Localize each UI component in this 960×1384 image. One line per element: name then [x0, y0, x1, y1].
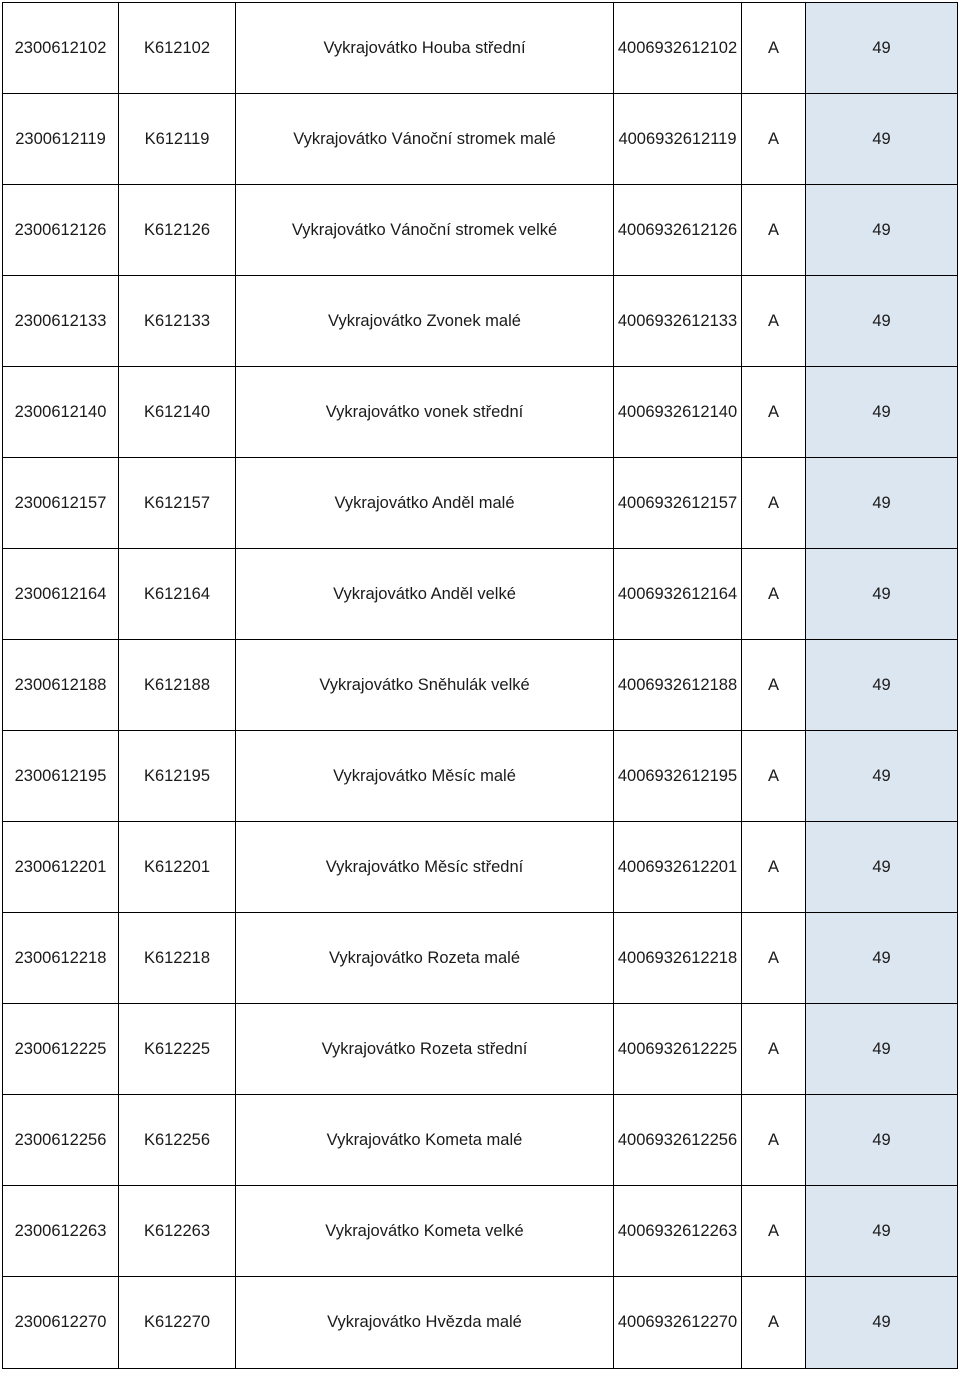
- price-cell: 49: [806, 640, 958, 731]
- table-row: [3, 731, 958, 822]
- ean-cell: 4006932612126: [614, 185, 742, 276]
- product-name-cell: Vykrajovátko Rozeta malé: [236, 913, 614, 1004]
- table-row: [3, 3, 958, 94]
- product-code-cell: K612256: [119, 1095, 236, 1186]
- class-cell: A: [742, 822, 806, 913]
- table-row: [3, 1095, 958, 1186]
- item-number-cell: 2300612164: [3, 549, 119, 640]
- class-cell: A: [742, 94, 806, 185]
- product-code-cell: K612201: [119, 822, 236, 913]
- table-body: [3, 3, 958, 1369]
- ean-cell: 4006932612157: [614, 458, 742, 549]
- class-cell: A: [742, 1095, 806, 1186]
- class-cell: A: [742, 913, 806, 1004]
- class-cell: A: [742, 1277, 806, 1369]
- product-code-cell: K612270: [119, 1277, 236, 1369]
- class-cell: A: [742, 549, 806, 640]
- product-name-cell: Vykrajovátko vonek střední: [236, 367, 614, 458]
- product-code-cell: K612195: [119, 731, 236, 822]
- product-code-cell: K612218: [119, 913, 236, 1004]
- product-name-cell: Vykrajovátko Měsíc střední: [236, 822, 614, 913]
- ean-cell: 4006932612225: [614, 1004, 742, 1095]
- ean-cell: 4006932612102: [614, 3, 742, 94]
- item-number-cell: 2300612263: [3, 1186, 119, 1277]
- class-cell: A: [742, 1186, 806, 1277]
- item-number-cell: 2300612270: [3, 1277, 119, 1369]
- product-code-cell: K612119: [119, 94, 236, 185]
- class-cell: A: [742, 1004, 806, 1095]
- price-cell: 49: [806, 1186, 958, 1277]
- product-price-table: [2, 2, 958, 1369]
- item-number-cell: 2300612195: [3, 731, 119, 822]
- ean-cell: 4006932612164: [614, 549, 742, 640]
- item-number-cell: 2300612133: [3, 276, 119, 367]
- class-cell: A: [742, 3, 806, 94]
- product-name-cell: Vykrajovátko Anděl malé: [236, 458, 614, 549]
- table-row: [3, 549, 958, 640]
- product-code-cell: K612188: [119, 640, 236, 731]
- table-row: [3, 822, 958, 913]
- product-name-cell: Vykrajovátko Kometa malé: [236, 1095, 614, 1186]
- product-code-cell: K612164: [119, 549, 236, 640]
- ean-cell: 4006932612263: [614, 1186, 742, 1277]
- price-cell: 49: [806, 185, 958, 276]
- ean-cell: 4006932612133: [614, 276, 742, 367]
- class-cell: A: [742, 367, 806, 458]
- product-name-cell: Vykrajovátko Hvězda malé: [236, 1277, 614, 1369]
- price-cell: 49: [806, 731, 958, 822]
- item-number-cell: 2300612188: [3, 640, 119, 731]
- price-cell: 49: [806, 3, 958, 94]
- product-name-cell: Vykrajovátko Zvonek malé: [236, 276, 614, 367]
- class-cell: A: [742, 276, 806, 367]
- price-cell: 49: [806, 276, 958, 367]
- table-row: [3, 1277, 958, 1369]
- price-cell: 49: [806, 1277, 958, 1369]
- table-row: [3, 94, 958, 185]
- product-code-cell: K612140: [119, 367, 236, 458]
- item-number-cell: 2300612201: [3, 822, 119, 913]
- product-name-cell: Vykrajovátko Kometa velké: [236, 1186, 614, 1277]
- price-cell: 49: [806, 822, 958, 913]
- class-cell: A: [742, 731, 806, 822]
- price-cell: 49: [806, 94, 958, 185]
- price-cell: 49: [806, 1004, 958, 1095]
- product-name-cell: Vykrajovátko Měsíc malé: [236, 731, 614, 822]
- price-cell: 49: [806, 367, 958, 458]
- product-name-cell: Vykrajovátko Houba střední: [236, 3, 614, 94]
- item-number-cell: 2300612140: [3, 367, 119, 458]
- ean-cell: 4006932612201: [614, 822, 742, 913]
- class-cell: A: [742, 185, 806, 276]
- item-number-cell: 2300612225: [3, 1004, 119, 1095]
- item-number-cell: 2300612119: [3, 94, 119, 185]
- ean-cell: 4006932612140: [614, 367, 742, 458]
- product-code-cell: K612157: [119, 458, 236, 549]
- ean-cell: 4006932612218: [614, 913, 742, 1004]
- table-row: [3, 640, 958, 731]
- table-row: [3, 367, 958, 458]
- price-cell: 49: [806, 458, 958, 549]
- table-row: [3, 458, 958, 549]
- table-row: [3, 276, 958, 367]
- class-cell: A: [742, 640, 806, 731]
- ean-cell: 4006932612195: [614, 731, 742, 822]
- price-cell: 49: [806, 913, 958, 1004]
- class-cell: A: [742, 458, 806, 549]
- product-code-cell: K612126: [119, 185, 236, 276]
- item-number-cell: 2300612218: [3, 913, 119, 1004]
- product-code-cell: K612133: [119, 276, 236, 367]
- ean-cell: 4006932612188: [614, 640, 742, 731]
- product-code-cell: K612263: [119, 1186, 236, 1277]
- product-name-cell: Vykrajovátko Rozeta střední: [236, 1004, 614, 1095]
- product-code-cell: K612225: [119, 1004, 236, 1095]
- price-cell: 49: [806, 1095, 958, 1186]
- table-row: [3, 1004, 958, 1095]
- table-row: [3, 913, 958, 1004]
- table-row: [3, 1186, 958, 1277]
- item-number-cell: 2300612256: [3, 1095, 119, 1186]
- item-number-cell: 2300612102: [3, 3, 119, 94]
- item-number-cell: 2300612126: [3, 185, 119, 276]
- product-name-cell: Vykrajovátko Vánoční stromek malé: [236, 94, 614, 185]
- table-row: [3, 185, 958, 276]
- price-cell: 49: [806, 549, 958, 640]
- product-code-cell: K612102: [119, 3, 236, 94]
- ean-cell: 4006932612256: [614, 1095, 742, 1186]
- product-name-cell: Vykrajovátko Anděl velké: [236, 549, 614, 640]
- product-name-cell: Vykrajovátko Vánoční stromek velké: [236, 185, 614, 276]
- item-number-cell: 2300612157: [3, 458, 119, 549]
- product-name-cell: Vykrajovátko Sněhulák velké: [236, 640, 614, 731]
- ean-cell: 4006932612119: [614, 94, 742, 185]
- ean-cell: 4006932612270: [614, 1277, 742, 1369]
